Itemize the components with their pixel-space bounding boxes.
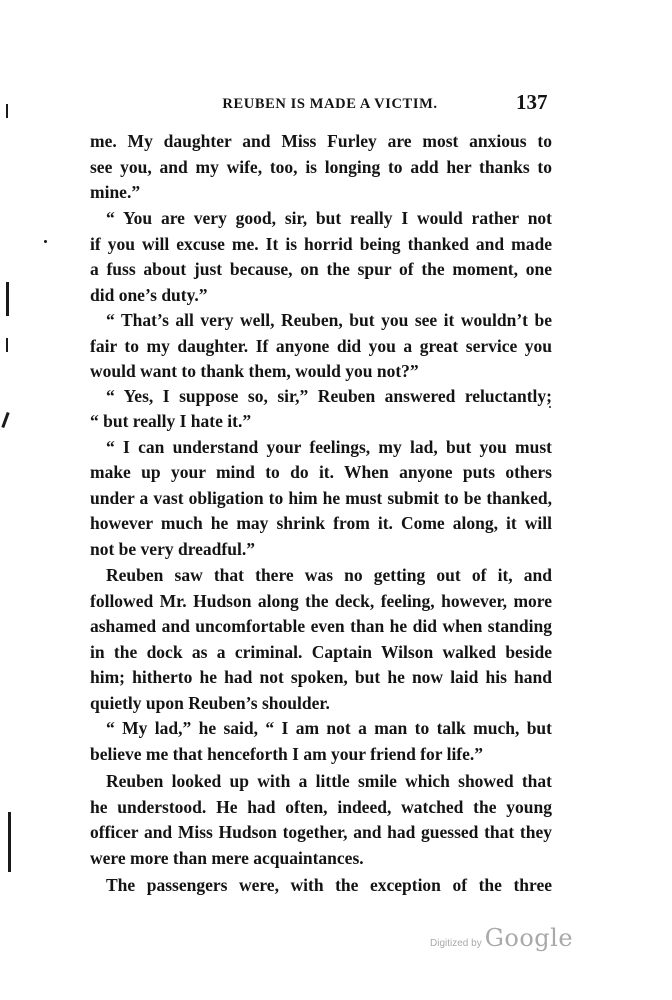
margin-scan-mark [6, 282, 9, 316]
margin-scan-mark [6, 338, 8, 352]
text-line: he understood. He had often, indeed, watched the young [90, 797, 552, 817]
running-header-title: REUBEN IS MADE A VICTIM. [222, 96, 438, 112]
text-line: believe me that henceforth I am your friend for life.” [90, 744, 484, 764]
text-line: make up your mind to do it. When anyone puts others [90, 462, 552, 482]
margin-scan-mark [8, 812, 11, 872]
text-line: not be very dreadful.” [90, 539, 255, 559]
text-line: mine.” [90, 182, 141, 202]
text-line: “ You are very good, sir, but really I would rather not [106, 208, 552, 228]
margin-scan-dot [549, 406, 551, 408]
text-line: if you will excuse me. It is horrid being thanked and made [90, 234, 552, 254]
text-line: quietly upon Reuben’s shoulder. [90, 693, 330, 713]
text-line: “ I can understand your feelings, my lad, but you must [106, 437, 552, 457]
text-line: in the dock as a criminal. Captain Wilson walked beside [90, 642, 552, 662]
text-line: fair to my daughter. If anyone did you a great service you [90, 336, 552, 356]
text-line: “ My lad,” he said, “ I am not a man to talk much, but [106, 718, 552, 738]
text-line: “ Yes, I suppose so, sir,” Reuben answered reluctantly; [106, 386, 552, 406]
margin-scan-mark [1, 412, 9, 428]
text-line: were more than mere acquaintances. [90, 848, 364, 868]
margin-scan-mark [6, 104, 8, 118]
text-line: a fuss about just because, on the spur of the moment, one [90, 259, 552, 279]
google-logo: Google [484, 924, 574, 952]
text-line: him; hitherto he had not spoken, but he now laid his hand [90, 667, 552, 687]
text-line: followed Mr. Hudson along the deck, feeling, however, more [90, 591, 552, 611]
text-line: officer and Miss Hudson together, and had guessed that they [90, 822, 552, 842]
watermark-prefix: Digitized by [430, 938, 482, 949]
text-line: see you, and my wife, too, is longing to add her thanks to [90, 157, 552, 177]
text-line: “ but really I hate it.” [90, 411, 252, 431]
digitized-watermark [430, 924, 573, 952]
text-line: would want to thank them, would you not?” [90, 361, 419, 381]
text-line: “ That’s all very well, Reuben, but you see it wouldn’t be [106, 310, 552, 330]
text-line: me. My daughter and Miss Furley are most anxious to [90, 131, 552, 151]
text-line: Reuben saw that there was no getting out of it, and [106, 565, 552, 585]
text-line: under a vast obligation to him he must submit to be thanked, [90, 488, 552, 508]
text-line: did one’s duty.” [90, 285, 208, 305]
text-line: Reuben looked up with a little smile which showed that [106, 771, 552, 791]
text-line: The passengers were, with the exception of the three [106, 875, 552, 895]
text-line: ashamed and uncomfortable even than he did when standing [90, 616, 552, 636]
text-line: however much he may shrink from it. Come along, it will [90, 513, 552, 533]
page-number: 137 [516, 90, 548, 114]
margin-scan-dot [44, 240, 47, 243]
